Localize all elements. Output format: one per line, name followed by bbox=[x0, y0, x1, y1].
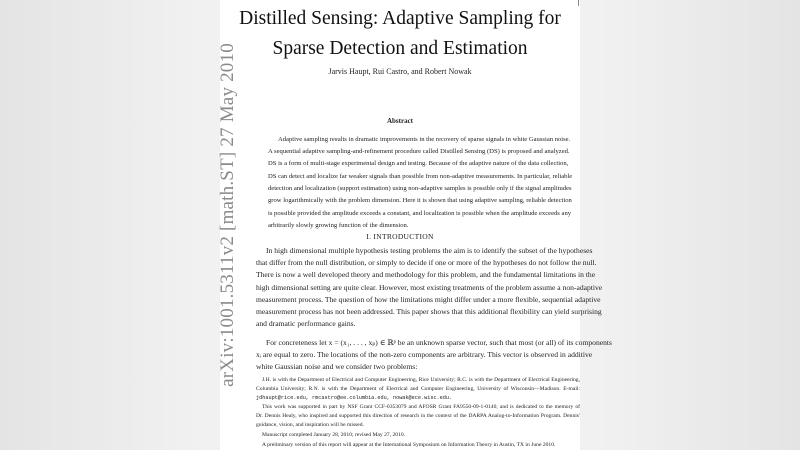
footnote-line: Columbia University; R.N. is with the Department of Electrical and Computer Engineering, University of Wisconsin—Madison. E-mail: bbox=[256, 386, 580, 392]
abstract-line: DS is a form of multi-stage experimental design and testing. Because of the adaptive nature of the data collection, bbox=[268, 160, 569, 167]
paper-title-line-2: Sparse Detection and Estimation bbox=[272, 38, 528, 59]
body-line: measurement process has not been addressed. This paper shows that this additional flexibility can yield surprising bbox=[256, 307, 602, 316]
body-line: measurement process. The question of how the limitations might differ under a more flexible, sequential adaptive bbox=[256, 295, 601, 304]
arxiv-stamp: arXiv:1001.5311v2 [math.ST] 27 May 2010 bbox=[217, 43, 238, 387]
section-heading: I. INTRODUCTION bbox=[366, 232, 434, 241]
footnote-line: Dr. Dennis Healy, who inspired and supported this direction of research in the context of the DARPA Analog-to-Information Program. Dennis' bbox=[256, 413, 580, 419]
body-line: There is now a well developed theory and methodology for this problem, and the fundamental limitations in the bbox=[256, 270, 596, 279]
body-line: and dramatic performance gains. bbox=[256, 319, 356, 328]
abstract-line: detection and localization (support estimation) using non-adaptive samples is possible only if the signal amplitudes bbox=[268, 185, 572, 192]
abstract-line: Adaptive sampling results in dramatic improvements in the recovery of sparse signals in white Gaussian noise. bbox=[278, 136, 571, 143]
footnote-line: J.H. is with the Department of Electrical and Computer Engineering, Rice University; R.C. is with the Department of Electrical Engineering, bbox=[262, 377, 580, 383]
footnote-line: A preliminary version of this report will appear at the International Symposium on Information Theory in Austin, TX in June 2010. bbox=[262, 442, 556, 448]
body-line: that differ from the null distribution, or simply to decide if one or more of the hypotheses do not follow the null. bbox=[256, 258, 597, 267]
abstract-line: arbitrarily slowly growing function of the dimension. bbox=[268, 222, 409, 229]
abstract-line: is possible provided the amplitude exceeds a constant, and localization is possible when the amplitude exceeds any bbox=[268, 210, 572, 217]
scroll-marker bbox=[578, 0, 579, 6]
abstract-line: grow logarithmically with the problem dimension. Here it is shown that using adaptive sampling, reliable detection bbox=[268, 197, 572, 204]
footnote-emails: jdhaupt@rice.edu, rmcastro@ee.columbia.edu, nowak@ece.wisc.edu. bbox=[256, 395, 453, 401]
abstract-line: A sequential adaptive sampling-and-refinement procedure called Distilled Sensing (DS) is proposed and analyzed. bbox=[268, 148, 570, 155]
footnote-line: This work was supported in part by NSF Grant CCF-0353079 and AFOSR Grant FA9550-09-1-0140, and is dedicated to the memory of bbox=[262, 404, 580, 410]
abstract-line: DS can detect and localize far weaker signals than possible from non-adaptive measurements. In particular, reliable bbox=[268, 173, 573, 180]
abstract-heading: Abstract bbox=[386, 117, 414, 125]
body-line: For concreteness let x = (x₁, . . . , xₚ) ∈ ℝᵖ be an unknown sparse vector, such that most (or all) of its components bbox=[266, 338, 612, 347]
authors: Jarvis Haupt, Rui Castro, and Robert Nowak bbox=[328, 67, 472, 76]
footnote-line: guidance, vision, and inspiration will be missed. bbox=[256, 422, 364, 428]
body-line: high dimensional setting are quite clear. However, most existing treatments of the problem assume a non-adaptive bbox=[256, 283, 603, 292]
body-line: white Gaussian noise and we consider two problems: bbox=[256, 362, 418, 371]
body-line: xᵢ are equal to zero. The locations of the non-zero components are arbitrary. This vector is observed in additive bbox=[256, 350, 593, 359]
footnote-line: Manuscript completed January 28, 2010; revised May 27, 2010. bbox=[262, 432, 406, 438]
body-line: In high dimensional multiple hypothesis testing problems the aim is to identify the subset of the hypotheses bbox=[266, 246, 593, 255]
paper-title-line-1: Distilled Sensing: Adaptive Sampling for bbox=[239, 8, 561, 29]
